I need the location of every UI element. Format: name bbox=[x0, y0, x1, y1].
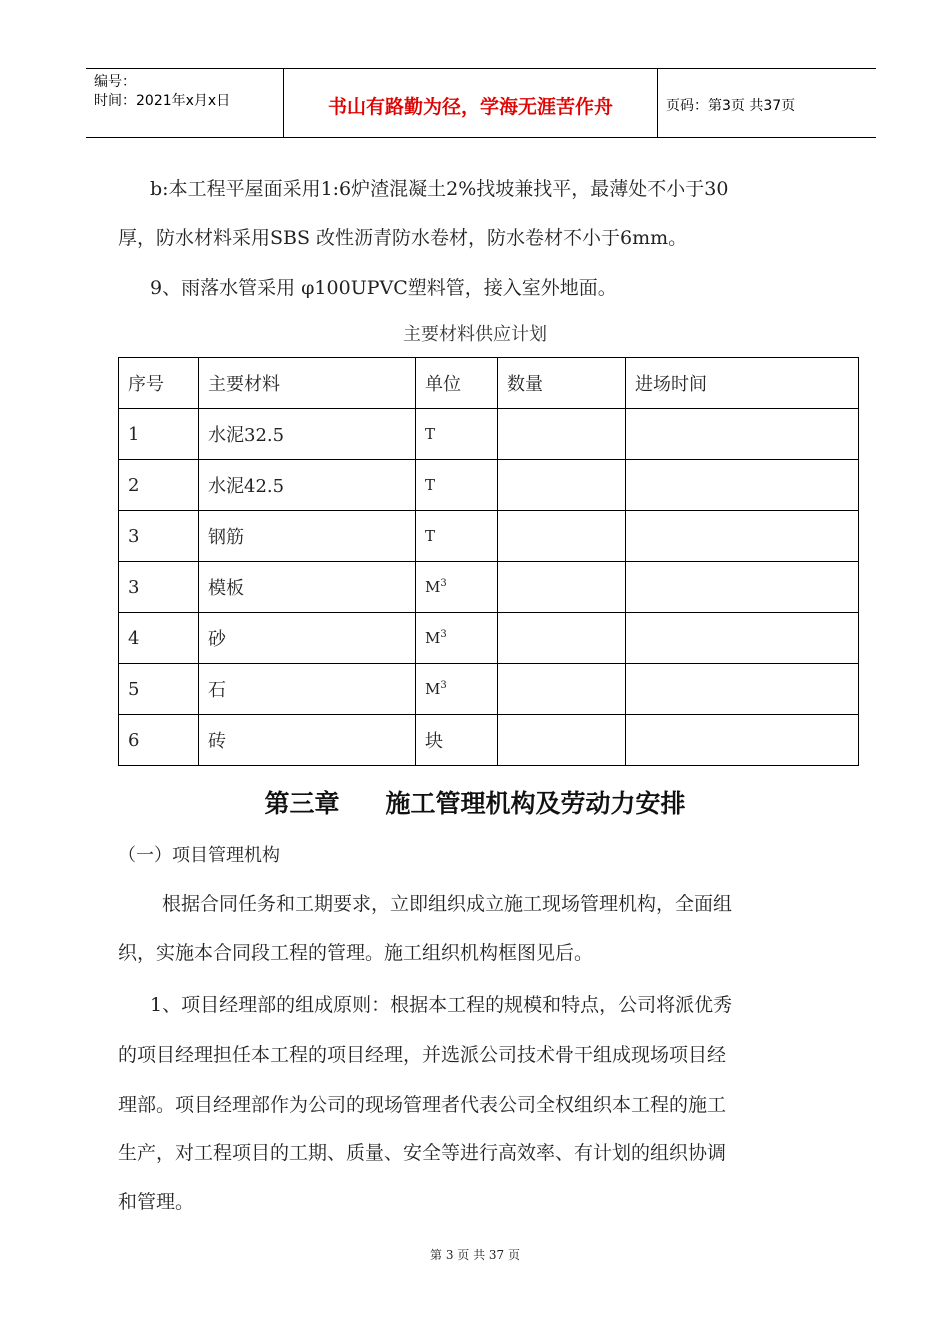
table-header-cell: 数量 bbox=[498, 358, 626, 409]
page-footer: 第 3 页 共 37 页 bbox=[430, 1248, 520, 1262]
cell-unit: T bbox=[416, 460, 498, 511]
cell-material: 模板 bbox=[199, 562, 416, 613]
paragraph-item-9: 9、雨落水管采用 φ100UPVC塑料管，接入室外地面。 bbox=[150, 277, 617, 299]
cell-time bbox=[626, 460, 859, 511]
unit-base: M bbox=[425, 629, 441, 647]
cell-no: 3 bbox=[119, 511, 199, 562]
cell-no: 3 bbox=[119, 562, 199, 613]
table-caption: 主要材料供应计划 bbox=[403, 324, 547, 345]
section-para2-line3: 理部。项目经理部作为公司的现场管理者代表公司全权组织本工程的施工 bbox=[118, 1094, 727, 1116]
section-para1-line2: 织，实施本合同段工程的管理。施工组织机构框图见后。 bbox=[118, 942, 594, 964]
header-time-label: 时间：2021年x月x日 bbox=[94, 93, 231, 109]
cell-time bbox=[626, 511, 859, 562]
cell-no: 6 bbox=[119, 715, 199, 766]
paragraph-b-line1: b:本工程平屋面采用1:6炉渣混凝土2%找坡兼找平，最薄处不小于30 bbox=[150, 178, 729, 200]
cell-unit bbox=[416, 562, 498, 613]
table-row bbox=[119, 664, 859, 715]
table-row bbox=[119, 511, 859, 562]
section-para2-line2: 的项目经理担任本工程的项目经理，并选派公司技术骨干组成现场项目经 bbox=[118, 1044, 727, 1066]
chapter-number: 第三章 bbox=[264, 789, 340, 818]
table-header-cell: 单位 bbox=[416, 358, 498, 409]
cell-qty bbox=[498, 664, 626, 715]
cell-material: 水泥42.5 bbox=[199, 460, 416, 511]
cell-time bbox=[626, 664, 859, 715]
cell-time bbox=[626, 409, 859, 460]
cell-time bbox=[626, 613, 859, 664]
cell-qty bbox=[498, 715, 626, 766]
table-row bbox=[119, 460, 859, 511]
cell-material: 砖 bbox=[199, 715, 416, 766]
unit-base: M bbox=[425, 578, 441, 596]
header-motto: 书山有路勤为径，学海无涯苦作舟 bbox=[284, 69, 658, 137]
cell-unit bbox=[416, 613, 498, 664]
header-page-info: 页码：第3页 共37页 bbox=[666, 98, 796, 114]
section-para1-line1: 根据合同任务和工期要求，立即组织成立施工现场管理机构，全面组 bbox=[162, 893, 733, 915]
cell-time bbox=[626, 562, 859, 613]
cell-no: 5 bbox=[119, 664, 199, 715]
unit-superscript: 3 bbox=[440, 680, 447, 691]
cell-unit: 块 bbox=[416, 715, 498, 766]
table-row bbox=[119, 613, 859, 664]
cell-no: 4 bbox=[119, 613, 199, 664]
cell-qty bbox=[498, 511, 626, 562]
cell-qty bbox=[498, 460, 626, 511]
cell-unit: T bbox=[416, 511, 498, 562]
cell-material: 石 bbox=[199, 664, 416, 715]
table-header-cell: 主要材料 bbox=[199, 358, 416, 409]
cell-unit: T bbox=[416, 409, 498, 460]
section-heading: （一）项目管理机构 bbox=[118, 845, 280, 866]
table-header-cell: 进场时间 bbox=[626, 358, 859, 409]
cell-no: 2 bbox=[119, 460, 199, 511]
unit-base: M bbox=[425, 680, 441, 698]
cell-material: 砂 bbox=[199, 613, 416, 664]
page-header bbox=[86, 68, 876, 138]
chapter-heading bbox=[0, 784, 950, 820]
section-para2-line5: 和管理。 bbox=[118, 1191, 195, 1213]
cell-qty bbox=[498, 562, 626, 613]
table-row bbox=[119, 562, 859, 613]
paragraph-b-line2: 厚，防水材料采用SBS 改性沥青防水卷材，防水卷材不小于6mm。 bbox=[118, 227, 688, 249]
header-number-label: 编号： bbox=[94, 74, 136, 90]
cell-unit bbox=[416, 664, 498, 715]
cell-qty bbox=[498, 409, 626, 460]
header-meta bbox=[86, 69, 284, 137]
section-para2-line4: 生产，对工程项目的工期、质量、安全等进行高效率、有计划的组织协调 bbox=[118, 1142, 727, 1164]
cell-material: 水泥32.5 bbox=[199, 409, 416, 460]
cell-time bbox=[626, 715, 859, 766]
unit-superscript: 3 bbox=[440, 629, 447, 640]
cell-material: 钢筋 bbox=[199, 511, 416, 562]
unit-superscript: 3 bbox=[440, 578, 447, 589]
table-header-cell: 序号 bbox=[119, 358, 199, 409]
table-header-row bbox=[119, 358, 859, 409]
cell-qty bbox=[498, 613, 626, 664]
materials-table bbox=[118, 357, 859, 766]
section-para2-line1: 1、项目经理部的组成原则：根据本工程的规模和特点，公司将派优秀 bbox=[150, 994, 733, 1016]
table-row bbox=[119, 409, 859, 460]
cell-no: 1 bbox=[119, 409, 199, 460]
chapter-title: 施工管理机构及劳动力安排 bbox=[385, 789, 686, 818]
table-row bbox=[119, 715, 859, 766]
